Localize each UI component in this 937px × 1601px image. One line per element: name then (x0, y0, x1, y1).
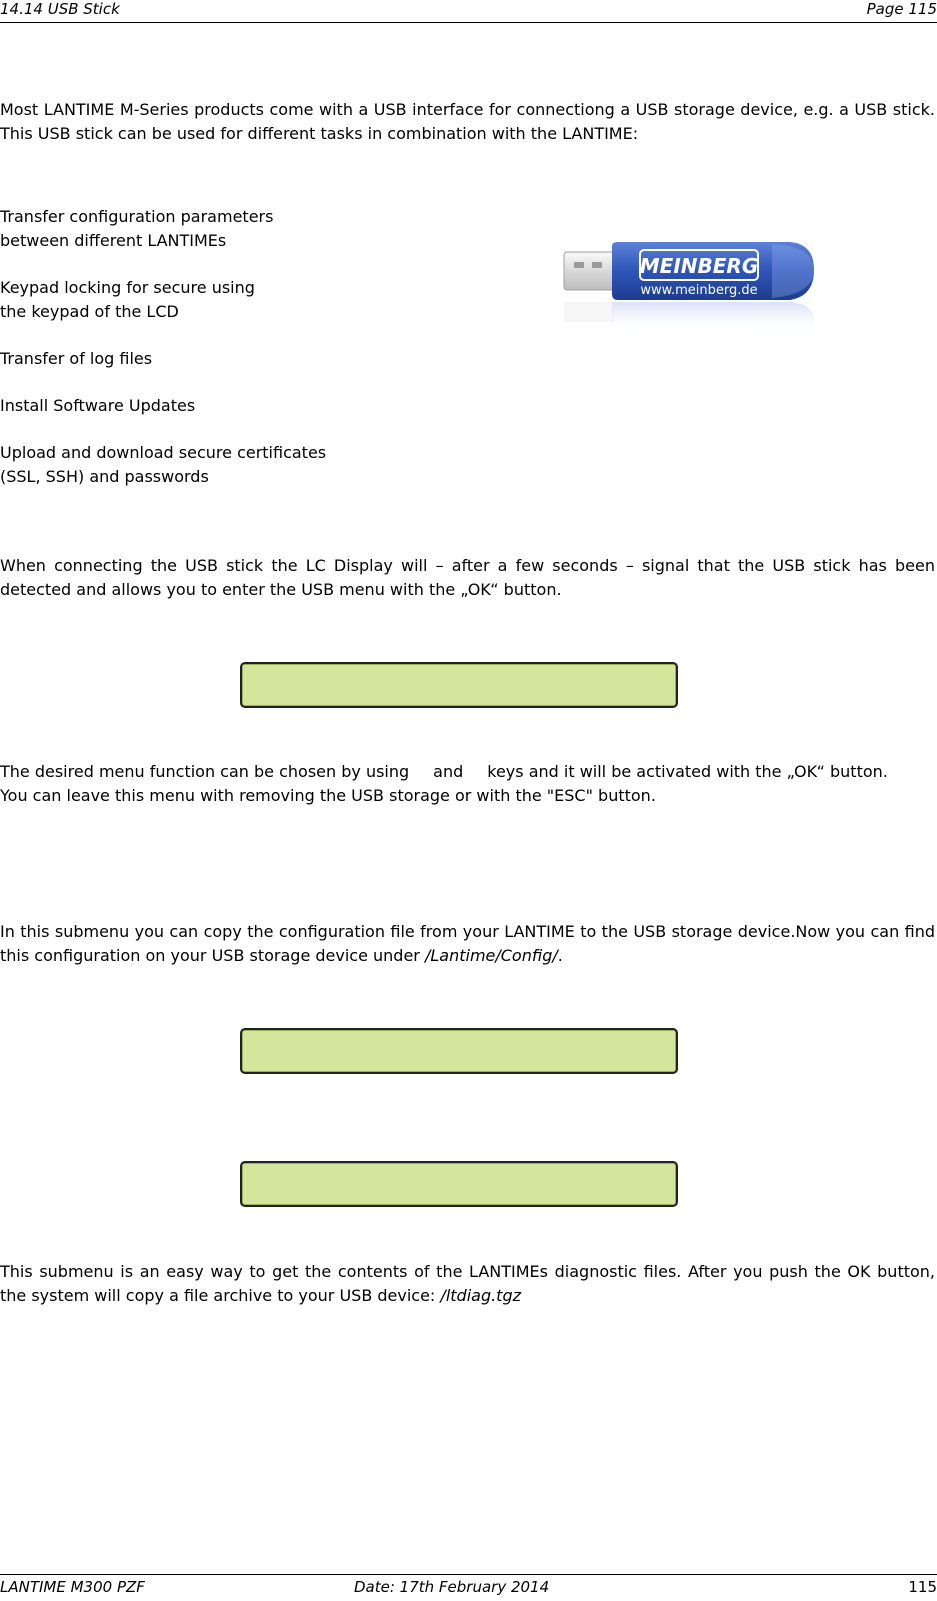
feature-line: the keypad of the LCD (0, 302, 179, 321)
lcd-line (242, 1050, 676, 1070)
nav-text: You can leave this menu with removing the USB storage or with the "ESC" button. (0, 786, 656, 805)
lcd-line (242, 684, 676, 704)
config-path: /Lantime/Config/ (424, 946, 558, 965)
feature-line: Install Software Updates (0, 396, 196, 415)
copy-config-text: In this submenu you can copy the configuration file from your LANTIME to the USB storage device.Now you can find this configuration on your USB storage device under (0, 922, 935, 965)
feature-line: Transfer configuration parameters (0, 207, 274, 226)
usb-brand-text: MEINBERG (639, 254, 759, 278)
feature-line: Keypad locking for secure using (0, 278, 255, 297)
page-number: 115 (908, 1578, 937, 1596)
document-date: Date: 17th February 2014 (354, 1578, 550, 1596)
lcd-line (242, 1163, 676, 1183)
diagnostic-path: /ltdiag.tgz (440, 1286, 522, 1305)
usb-connector (564, 252, 614, 290)
lcd-line (242, 1030, 676, 1050)
list-item (0, 394, 380, 418)
usb-url-text: www.meinberg.de (640, 283, 758, 298)
intro-paragraph: Most LANTIME M-Series products come with a USB interface for connectiong a USB storage device, e.g. a USB stick. This USB stick can be used for different tasks in combination with the LANTIME: (0, 100, 935, 143)
lcd-display (240, 1161, 678, 1207)
feature-line: Upload and download secure certificates (0, 443, 327, 462)
diagnostic-text: This submenu is an easy way to get the contents of the LANTIMEs diagnostic files. After you push the OK button, the system will copy a file archive to your USB device: (0, 1262, 935, 1305)
product-name: LANTIME M300 PZF (0, 1578, 145, 1596)
usb-stick-image (560, 238, 820, 348)
section-title: 14.14 USB Stick (0, 0, 120, 18)
page-label: Page 115 (866, 0, 937, 18)
list-item (0, 276, 380, 324)
diagnostic-paragraph (0, 1260, 935, 1308)
connect-paragraph: When connecting the USB stick the LC Display will – after a few seconds – signal that the USB stick has been detected and allows you to enter the USB menu with the „OK“ button. (0, 556, 935, 599)
nav-text: keys and it will be activated with the „OK“ button. (487, 762, 888, 781)
nav-text: and (433, 762, 464, 781)
feature-line: (SSL, SSH) and passwords (0, 467, 209, 486)
list-item (0, 347, 380, 371)
feature-list (0, 205, 380, 512)
lcd-line (242, 1183, 676, 1203)
feature-line: between different LANTIMEs (0, 231, 227, 250)
lcd-display (240, 1028, 678, 1074)
copy-config-paragraph: In this submenu you can copy the configuration file from your LANTIME to the USB storage device.Now you can find this configuration on your USB storage device under /Lantime/Config/. (0, 922, 935, 965)
list-item (0, 205, 380, 253)
list-item (0, 441, 380, 489)
lcd-line (242, 664, 676, 684)
menu-navigation-paragraph (0, 760, 935, 808)
page-header (0, 0, 937, 23)
feature-line: Transfer of log files (0, 349, 153, 368)
page-footer (0, 1574, 937, 1601)
lcd-display (240, 662, 678, 708)
nav-text: The desired menu function can be chosen by using (0, 762, 410, 781)
